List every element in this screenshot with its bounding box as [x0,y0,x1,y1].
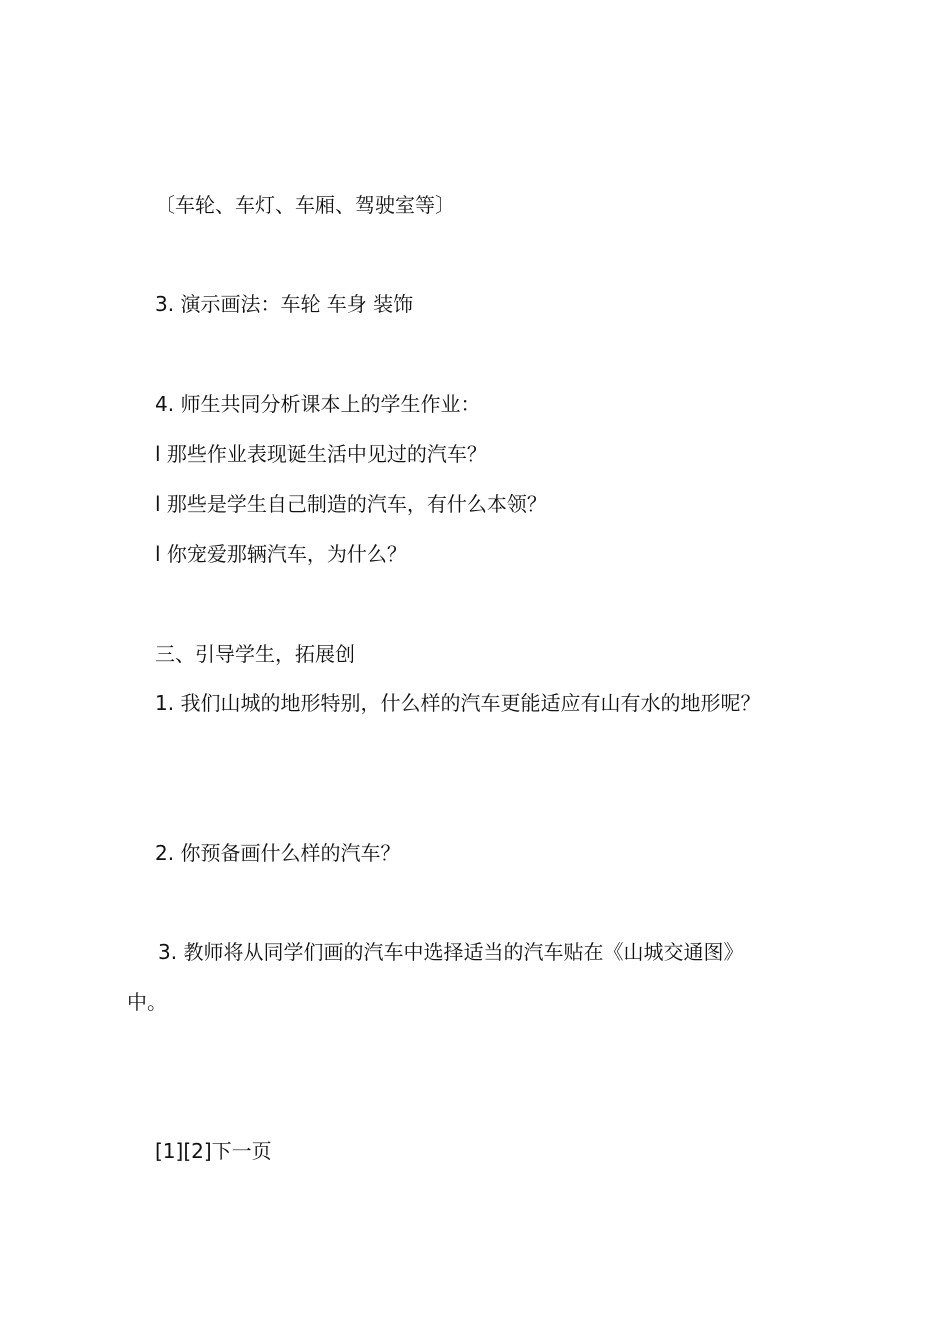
text-line-question-3: l 你宠爱那辆汽车，为什么？ [155,542,407,566]
text-line-item-1: 1. 我们山城的地形特别，什么样的汽车更能适应有山有水的地形呢？ [155,691,761,715]
text-line-parts-list: 〔车轮、车灯、车厢、驾驶室等〕 [155,193,455,217]
text-line-step-3-demo: 3. 演示画法：车轮 车身 装饰 [155,292,414,316]
text-line-item-3-continued: 中。 [127,990,167,1014]
text-line-question-2: l 那些是学生自己制造的汽车，有什么本领？ [155,492,547,516]
text-line-step-4-analysis: 4. 师生共同分析课本上的学生作业： [155,392,481,416]
text-line-item-3: 3. 教师将从同学们画的汽车中选择适当的汽车贴在《山城交通图》 [158,940,744,964]
section-heading-3: 三、引导学生，拓展创 [155,642,355,666]
text-line-question-1: l 那些作业表现诞生活中见过的汽车？ [155,442,487,466]
pagination-links[interactable]: [1][2]下一页 [155,1139,272,1163]
text-line-item-2: 2. 你预备画什么样的汽车？ [155,841,401,865]
